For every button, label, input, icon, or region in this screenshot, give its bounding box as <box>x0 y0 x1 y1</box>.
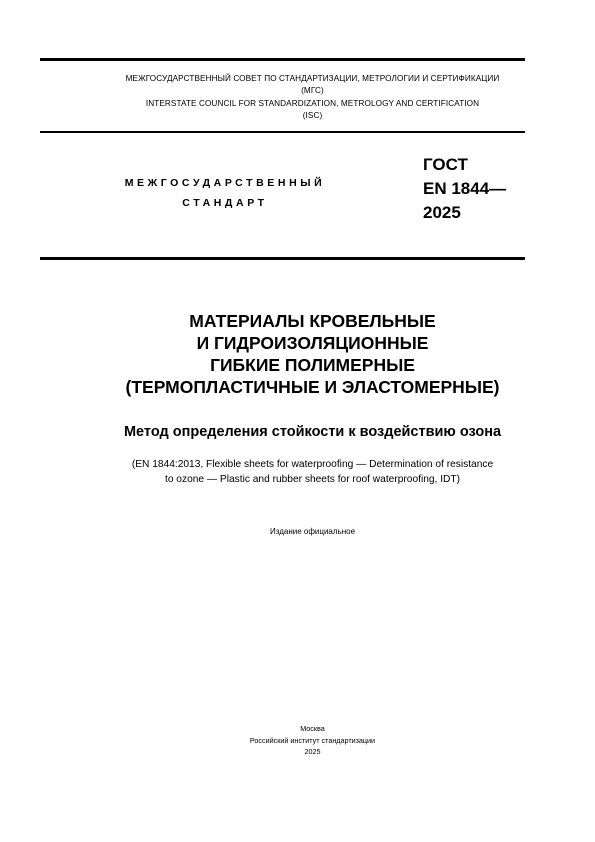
imprint-publisher: Российский институт стандартизации <box>249 735 376 745</box>
designation-line-2: EN 1844— <box>423 179 507 198</box>
reference-line-1: (EN 1844:2013, Flexible sheets for waterproofing — Determination of resistance <box>131 459 494 470</box>
standard-kind-line-2: СТАНДАРТ <box>182 197 268 209</box>
international-reference <box>40 457 585 487</box>
designation-line-1: ГОСТ <box>423 155 468 174</box>
designation-line-3: 2025 <box>423 203 461 222</box>
council-abbr-ru: (МГС) <box>301 86 324 96</box>
title-line-1: МАТЕРИАЛЫ КРОВЕЛЬНЫЕ <box>189 311 436 331</box>
council-name-ru: МЕЖГОСУДАРСТВЕННЫЙ СОВЕТ ПО СТАНДАРТИЗАЦИИ, МЕТРОЛОГИИ И СЕРТИФИКАЦИИ <box>125 74 500 83</box>
middle-rule <box>40 131 525 133</box>
council-abbr-en: (ISC) <box>302 111 323 121</box>
standard-kind <box>100 173 350 213</box>
council-header <box>40 73 585 123</box>
document-title <box>40 310 585 398</box>
lower-rule <box>40 257 525 260</box>
council-name-en: INTERSTATE COUNCIL FOR STANDARDIZATION, METROLOGY AND CERTIFICATION <box>145 98 480 108</box>
title-line-4: (ТЕРМОПЛАСТИЧНЫЕ И ЭЛАСТОМЕРНЫЕ) <box>125 377 500 397</box>
edition-note: Издание официальное <box>269 527 356 536</box>
standard-kind-line-1: МЕЖГОСУДАРСТВЕННЫЙ <box>124 177 326 189</box>
title-line-2: И ГИДРОИЗОЛЯЦИОННЫЕ <box>196 333 429 353</box>
document-subtitle: Метод определения стойкости к воздействию озона <box>123 424 502 440</box>
imprint-city: Москва <box>300 724 325 733</box>
title-line-3: ГИБКИЕ ПОЛИМЕРНЫЕ <box>210 355 415 375</box>
reference-line-2: to ozone — Plastic and rubber sheets for roof waterproofing, IDT) <box>164 474 460 485</box>
imprint-year: 2025 <box>304 747 321 757</box>
publisher-imprint <box>40 723 585 758</box>
top-rule <box>40 58 525 61</box>
standard-designation <box>423 153 506 225</box>
